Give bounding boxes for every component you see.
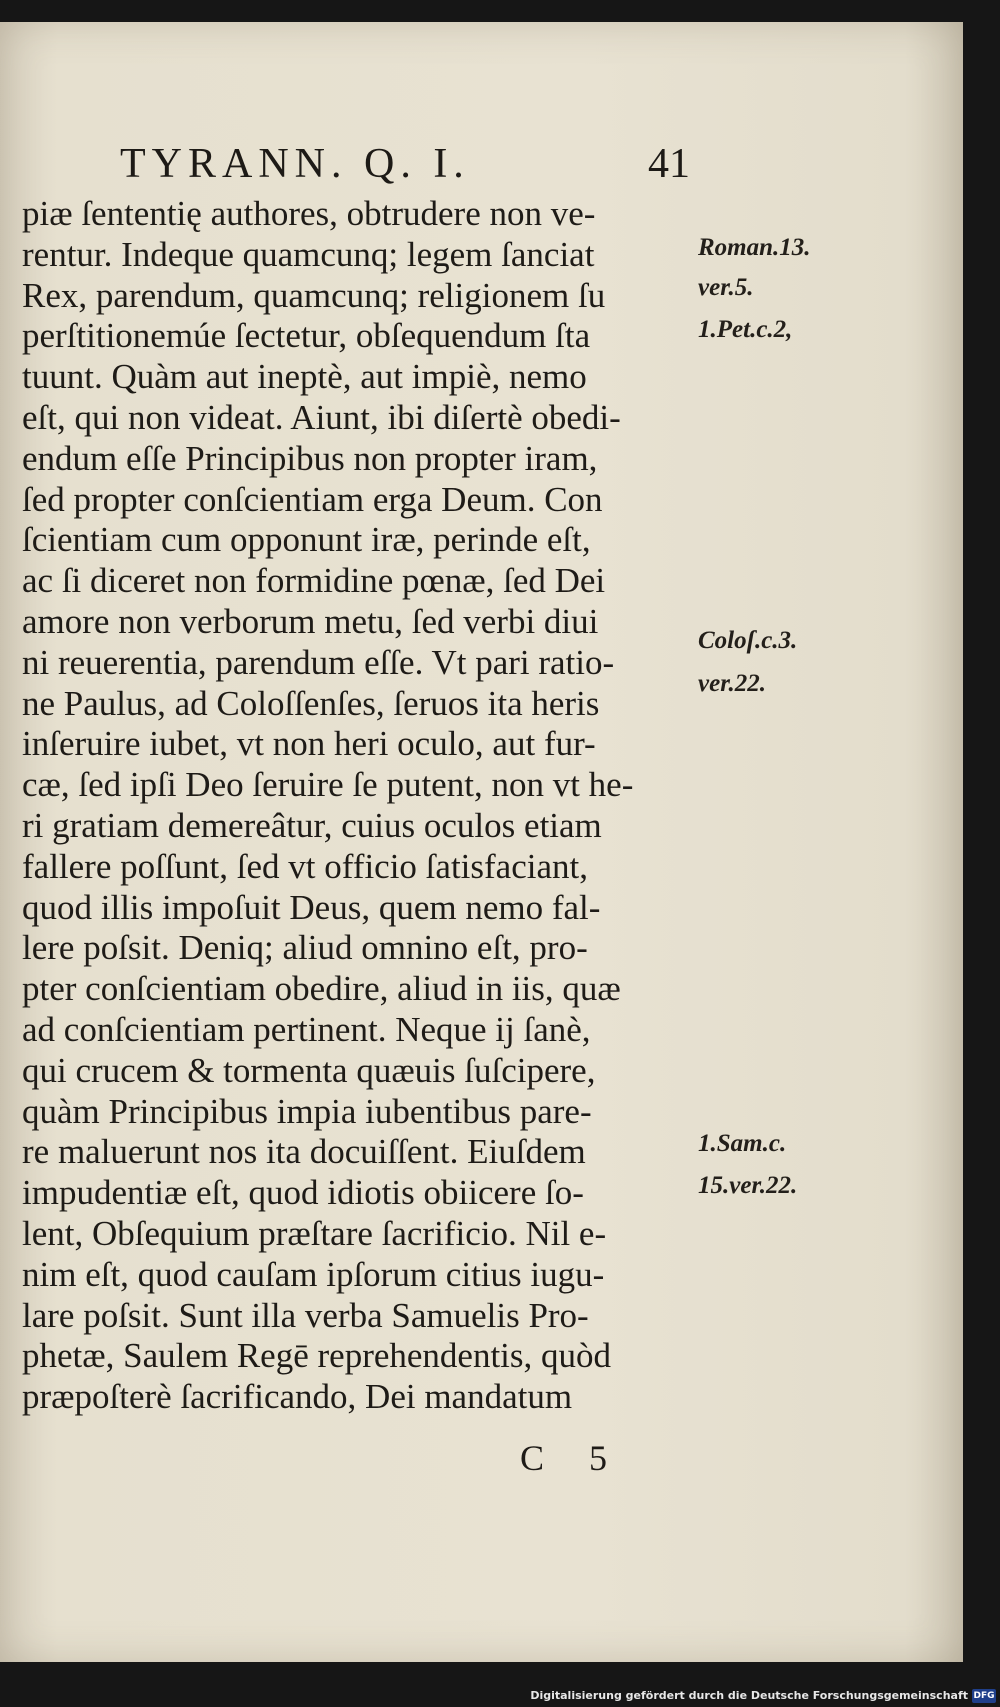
text-line: quod illis impoſuit Deus, quem nemo fal- (22, 887, 601, 927)
text-line: ſcientiam cum opponunt iræ, perinde eſt, (22, 520, 591, 560)
text-line: phetæ, Saulem Regē reprehendentis, quòd (22, 1336, 612, 1376)
margin-note: 1.Sam.c. (698, 1130, 787, 1157)
margin-note: 15.ver.22. (698, 1172, 798, 1199)
text-line: præpoſterè ſacrificando, Dei mandatum (22, 1377, 573, 1417)
text-line: ad conſcientiam pertinent. Neque ij ſanè, (22, 1009, 591, 1049)
text-line: ni reuerentia, parendum eſſe. Vt pari ratio- (22, 642, 615, 682)
margin-note: 1.Pet.c.2, (698, 316, 793, 343)
text-line: endum eſſe Principibus non propter iram, (22, 438, 598, 478)
footer-credit: Digitalisierung gefördert durch die Deutsche Forschungsgemeinschaft (530, 1689, 968, 1702)
margin-note: Coloſ.c.3. (698, 627, 798, 654)
text-line: rentur. Indeque quamcunq; legem ſanciat (22, 234, 595, 274)
text-line: qui crucem & tormenta quæuis ſuſcipere, (22, 1050, 596, 1090)
margin-note: ver.22. (698, 670, 767, 697)
text-line: lare poſsit. Sunt illa verba Samuelis Pro- (22, 1295, 589, 1335)
text-line: piæ ſententię authores, obtrudere non ve- (22, 194, 596, 233)
footer-bar (0, 1686, 1000, 1707)
text-line: cæ, ſed ipſi Deo ſeruire ſe putent, non vt he- (22, 765, 634, 805)
text-line: eſt, qui non videat. Aiunt, ibi diſertè obedi- (22, 397, 621, 437)
text-line: quàm Principibus impia iubentibus pare- (22, 1091, 592, 1131)
text-line: lent, Obſequium præſtare ſacrificio. Nil e- (22, 1213, 607, 1253)
text-line: ac ſi diceret non formidine pœnæ, ſed Dei (22, 561, 606, 601)
text-line: ſed propter conſcientiam erga Deum. Con (22, 479, 603, 519)
text-line: lere poſsit. Deniq; aliud omnino eſt, pro- (22, 928, 588, 968)
page-header (120, 140, 690, 192)
text-line: Rex, parendum, quamcunq; religionem ſu (22, 275, 606, 315)
book-page (0, 22, 963, 1662)
page-number: 41 (648, 141, 690, 187)
text-line: nim eſt, quod cauſam ipſorum citius iugu- (22, 1254, 605, 1294)
dfg-logo: DFG (973, 1691, 995, 1701)
text-line: fallere poſſunt, ſed vt officio ſatisfaciant, (22, 846, 588, 886)
running-title: TYRANN. Q. I. (120, 141, 470, 187)
text-line: tuunt. Quàm aut ineptè, aut impiè, nemo (22, 357, 587, 397)
text-line: impudentiæ eſt, quod idiotis obiicere ſo- (22, 1173, 584, 1213)
margin-note: Roman.13. (698, 234, 811, 261)
text-line: ri gratiam demereâtur, cuius oculos etiam (22, 805, 602, 845)
signature-mark: C 5 (520, 1438, 626, 1478)
text-line: ne Paulus, ad Coloſſenſes, ſeruos ita heris (22, 683, 600, 723)
text-line: perſtitionemúe ſectetur, obſequendum ſta (22, 316, 591, 356)
text-line: amore non verborum metu, ſed verbi diui (22, 601, 599, 641)
margin-note: ver.5. (698, 274, 754, 301)
text-line: inſeruire iubet, vt non heri oculo, aut fur- (22, 724, 596, 764)
body-text (22, 194, 702, 1418)
text-line: pter conſcientiam obedire, aliud in iis, quæ (22, 969, 621, 1009)
text-line: re maluerunt nos ita docuiſſent. Eiuſdem (22, 1132, 586, 1172)
